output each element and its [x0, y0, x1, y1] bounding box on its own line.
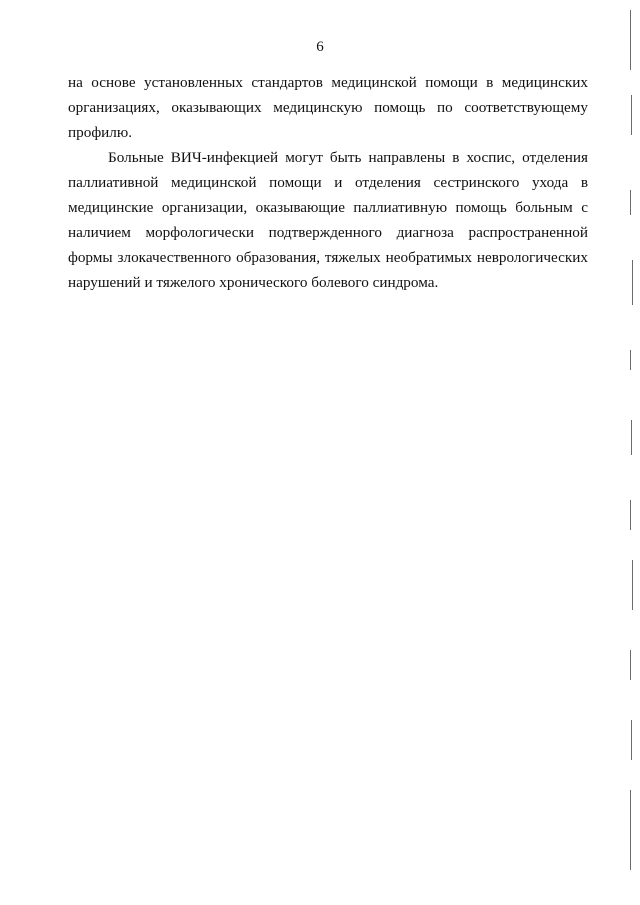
- body-text: [68, 70, 588, 295]
- scan-edge-artifact: [630, 0, 634, 905]
- page-number: 6: [316, 39, 324, 55]
- paragraph-continuation: на основе установленных стандартов медицинской помощи в медицинских организациях, оказывающих медицинскую помощь по соответствующему профилю.: [68, 74, 588, 141]
- paragraph-hiv-patients: Больные ВИЧ-инфекцией могут быть направлены в хоспис, отделения паллиативной медицинской помощи и отделения сестринского ухода в медицинские организации, оказывающие паллиативную помощь больным с наличием морфологически подтвержденного диагноза распространенной формы злокачественного образования, тяжелых необратимых неврологических нарушений и тяжелого хронического болевого синдрома.: [68, 149, 588, 291]
